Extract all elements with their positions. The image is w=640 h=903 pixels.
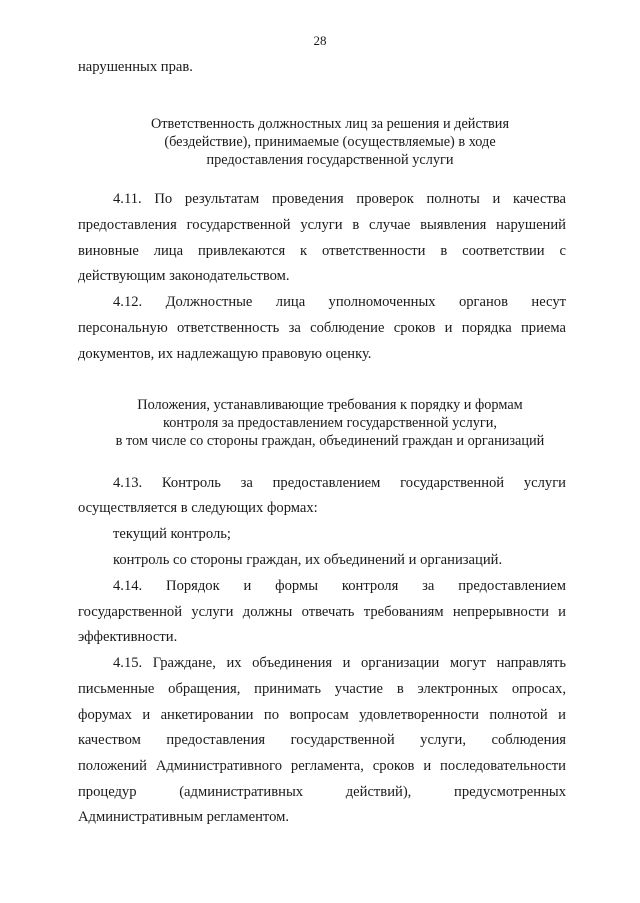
- paragraph-4-13-line-2: осуществляется в следующих формах:: [78, 500, 318, 516]
- paragraph-4-12-line-3: документов, их надлежащую правовую оценку.: [78, 346, 372, 362]
- section-heading-responsibility-line-2: (бездействие), принимаемые (осуществляемые) в ходе: [164, 134, 496, 150]
- paragraph-4-11-line-4: действующим законодательством.: [78, 268, 290, 284]
- paragraph-4-15-line-1: 4.15. Граждане, их объединения и организации могут направлять: [113, 655, 566, 671]
- paragraph-4-15-line-3: форумах и анкетировании по вопросам удовлетворенности полнотой и: [78, 707, 566, 723]
- paragraph-4-15-line-4: качеством предоставления государственной услуги, соблюдения: [78, 732, 566, 748]
- list-item-citizen-control: контроль со стороны граждан, их объединений и организаций.: [113, 552, 503, 568]
- paragraph-4-11-line-1: 4.11. По результатам проведения проверок полноты и качества: [113, 191, 566, 207]
- list-item-current-control: текущий контроль;: [113, 526, 231, 542]
- section-heading-responsibility-line-1: Ответственность должностных лиц за решения и действия: [150, 116, 510, 132]
- paragraph-4-12-line-1: 4.12. Должностные лица уполномоченных органов несут: [113, 294, 566, 310]
- paragraph-4-15-line-6: процедур (административных действий), предусмотренных: [78, 784, 566, 800]
- paragraph-4-15-line-7: Административным регламентом.: [78, 809, 290, 825]
- paragraph-4-15-line-2: письменные обращения, принимать участие в электронных опросах,: [78, 681, 566, 697]
- section-heading-control-line-2: контроля за предоставлением государственной услуги,: [163, 415, 497, 431]
- paragraph-4-15-line-5: положений Административного регламента, сроков и последовательности: [78, 758, 566, 774]
- section-heading-control-line-1: Положения, устанавливающие требования к порядку и формам: [137, 397, 523, 413]
- paragraph-4-11-line-3: виновные лица привлекаются к ответственности в соответствии с: [78, 243, 566, 259]
- section-heading-responsibility-line-3: предоставления государственной услуги: [206, 152, 454, 168]
- paragraph-4-11-line-2: предоставления государственной услуги в случае выявления нарушений: [78, 217, 566, 233]
- paragraph-4-14-line-3: эффективности.: [78, 629, 178, 645]
- paragraph-4-12-line-2: персональную ответственность за соблюдение сроков и порядка приема: [78, 320, 566, 336]
- paragraph-4-14-line-1: 4.14. Порядок и формы контроля за предоставлением: [113, 578, 566, 594]
- section-heading-control-line-3: в том числе со стороны граждан, объединений граждан и организаций: [115, 433, 545, 449]
- intro-line: нарушенных прав.: [78, 59, 193, 75]
- paragraph-4-14-line-2: государственной услуги должны отвечать требованиям непрерывности и: [78, 604, 566, 620]
- page-number: 28: [313, 33, 327, 48]
- paragraph-4-13-line-1: 4.13. Контроль за предоставлением государственной услуги: [113, 475, 566, 491]
